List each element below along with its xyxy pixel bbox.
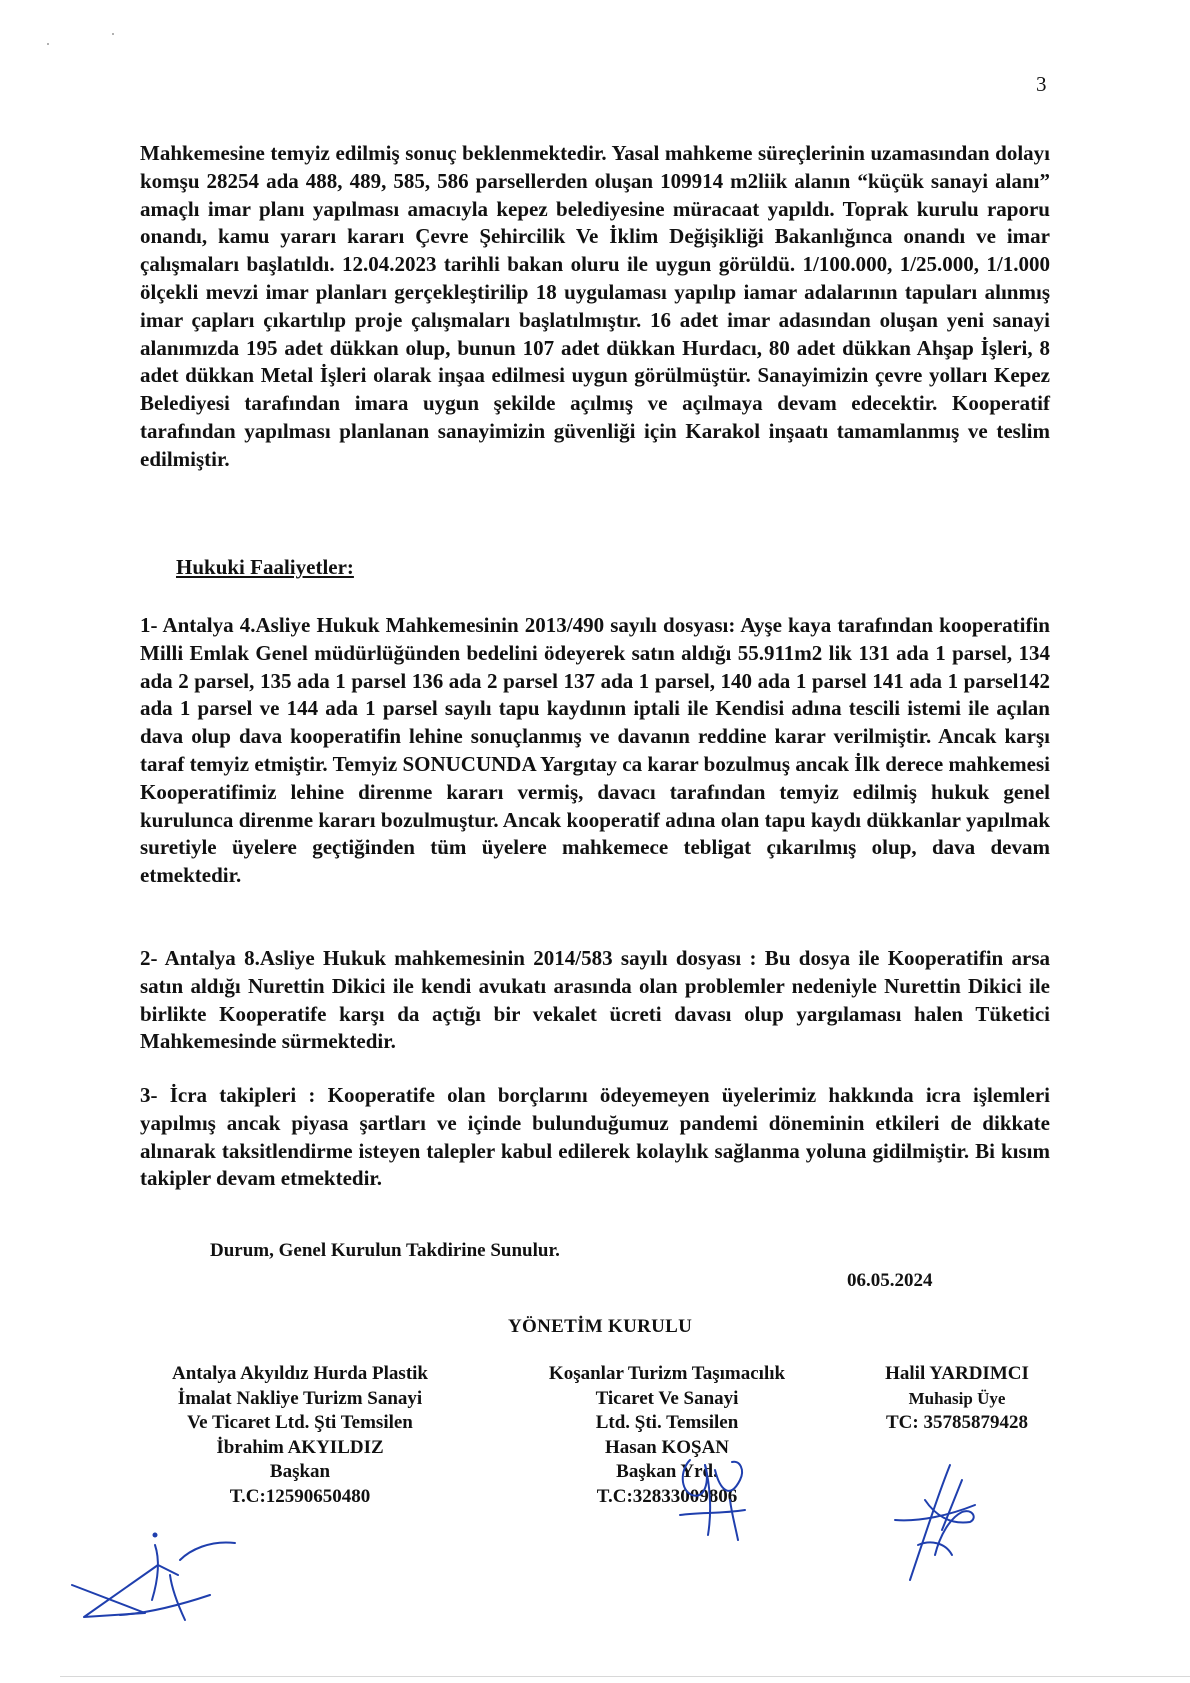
legal-item-3 [140, 1082, 1050, 1193]
legal-item-1 [140, 612, 1050, 890]
signatory-line: Antalya Akyıldız Hurda Plastik [171, 1363, 429, 1384]
document-date: 06.05.2024 [847, 1270, 933, 1291]
legal-item-text: 2- Antalya 8.Asliye Hukuk mahkemesinin 2014/583 sayılı dosyası : Bu dosya ile Kooperatifin arsa satın aldığı Nurettin Dikici ile kendi avukatı arasında olan problemler nedeniyle Nurettin Dikici ile birlikte Kooperatife karşı da açtığı bir vekalet ücreti davası olup yargılaması halen Tüketici Mahkemesinde sürmektedir. [140, 946, 1050, 1054]
signatory-id: TC: 35785879428 [886, 1412, 1028, 1433]
section-heading: Hukuki Faaliyetler: [176, 555, 354, 579]
signatory-name: İbrahim AKYILDIZ [216, 1436, 384, 1458]
signatory-line: İmalat Nakliye Turizm Sanayi [177, 1387, 423, 1409]
signatory-president [140, 1362, 460, 1509]
intro-paragraph: Mahkemesine temyiz edilmiş sonuç beklenmektedir. Yasal mahkeme süreçlerinin uzamasından dolayı komşu 28254 ada 488, 489, 585, 586 parsellerden oluşan 109914 m2liik alanın “küçük sanayi alanı” amaçlı imar planı yapılması amacıyla kepez belediyesine müracaat yapıldı. Toprak kurulu raporu onandı, kamu yararı kararı Çevre Şehircilik Ve İklim Değişikliği Bakanlığınca onandı ve imar çalışmaları başlatıldı. 12.04.2023 tarihli bakan oluru ile uygun görüldü. 1/100.000, 1/25.000, 1/1.000 ölçekli mevzi imar planları gerçekleştirilip 18 uygulaması yapılıp iamar adalarının tapuları alınmış imar çapları çıkartılıp proje çalışmaları başlatılmıştır. 16 adet imar adasından oluşan yeni sanayi alanımızda 195 adet dükkan olup, bunun 107 adet dükkan Hurdacı, 80 adet dükkan Ahşap İşleri, 8 adet dükkan Metal İşleri olarak inşaa edilmesi uygun görülmüştür. Sanayimizin çevre yolları Kepez Belediyesi tarafından imara uygun şekilde açılmış ve açılmaya devam edecektir. Kooperatif tarafından yapılması planlanan sanayimizin güvenliği için Karakol inşaatı tamamlanmış ve teslim edilmiştir. [140, 141, 1050, 471]
signature-middle [660, 1440, 770, 1550]
signatory-name: Halil YARDIMCI [885, 1363, 1029, 1384]
signatory-line: Ltd. Şti. Temsilen [595, 1412, 739, 1433]
signatory-role: Muhasip Üye [908, 1388, 1006, 1408]
signatory-line: Ve Ticaret Ltd. Şti Temsilen [187, 1412, 413, 1433]
scan-speck [112, 33, 114, 35]
scan-speck [47, 43, 49, 45]
legal-item-2 [140, 945, 1050, 1056]
signature-left [60, 1525, 250, 1640]
signature-right [880, 1460, 1000, 1595]
signatory-role: Başkan Yrd. [616, 1461, 718, 1482]
board-title: YÖNETİM KURULU [508, 1316, 693, 1337]
signatory-name: Hasan KOŞAN [604, 1436, 730, 1458]
signatory-accountant [862, 1362, 1052, 1436]
scan-edge [60, 1676, 1190, 1677]
signatory-line: Koşanlar Turizm Taşımacılık [548, 1363, 786, 1384]
closing-statement: Durum, Genel Kurulun Takdirine Sunulur. [210, 1240, 560, 1261]
legal-item-text: 3- İcra takipleri : Kooperatife olan borçlarını ödeyemeyen üyelerimiz hakkında icra işlemleri yapılmış ancak piyasa şartları ve içinde bulunduğumuz pandemi döneminin etkileri de dikkate alınarak taksitlendirme isteyen talepler kabul edilerek kolaylık sağlanma yoluna gidilmiştir. Bi kısım takipler devam etmektedir. [140, 1083, 1050, 1191]
page-number: 3 [1036, 72, 1047, 96]
legal-item-text: 1- Antalya 4.Asliye Hukuk Mahkemesinin 2013/490 sayılı dosyası: Ayşe kaya tarafından kooperatifin Milli Emlak Genel müdürlüğünden bedelini ödeyerek satın aldığı 55.911m2 lik 131 ada 1 parsel, 134 ada 2 parsel, 135 ada 1 parsel 136 ada 2 parsel 137 ada 1 parsel, 140 ada 1 parsel 141 ada 1 parsel142 ada 1 parsel ve 144 ada 1 parsel sayılı tapu kaydının iptali ile Kendisi adına tescili istemi ile açılan dava olup dava kooperatifin lehine sonuçlanmış ve davanın reddine karar verilmiştir. Ancak karşı taraf temyiz etmiştir. Temyiz SONUCUNDA Yargıtay ca karar bozulmuş ancak İlk derece mahkemesi Kooperatifimiz lehine direnme kararı vermiş, davacı tarafından temyiz edilmiş hukuk genel kurulunca direnme kararı bozulmuştur. Ancak kooperatif adına olan tapu kaydı dükkanlar yapılmak suretiyle üyelere geçtiğinden tüm üyelere mahkemece tebligat çıkarılmış olup, dava devam etmektedir. [140, 613, 1050, 888]
signatory-id: T.C:12590650480 [229, 1485, 371, 1507]
intro-section [140, 140, 1050, 474]
signatory-id: T.C:32833009806 [596, 1485, 738, 1507]
signatory-line: Ticaret Ve Sanayi [595, 1387, 739, 1409]
signatory-role: Başkan [269, 1461, 331, 1482]
